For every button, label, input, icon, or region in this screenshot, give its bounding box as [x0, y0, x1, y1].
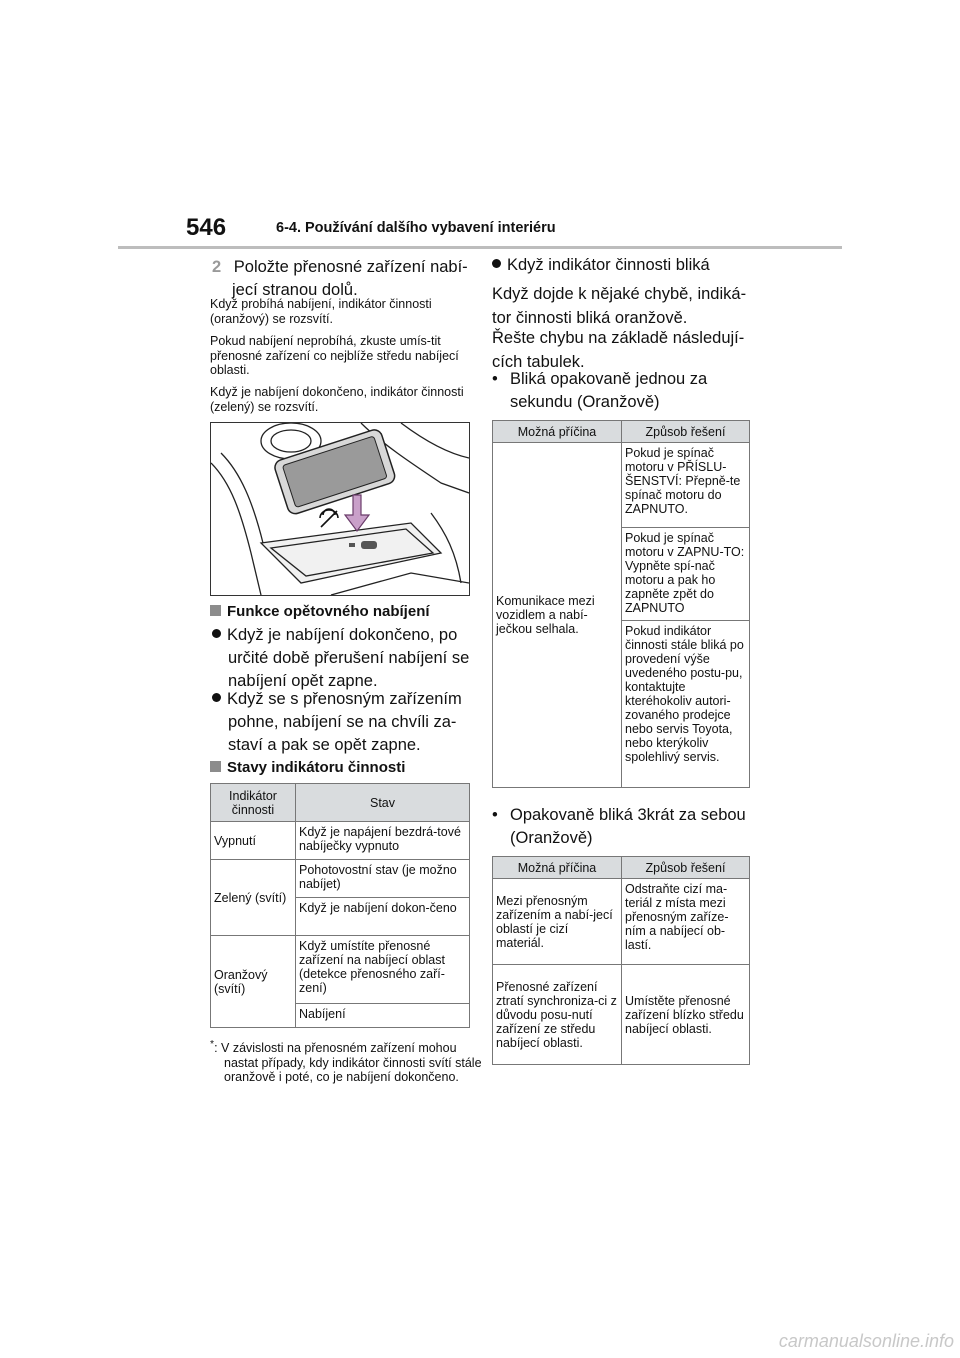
- table-row: [493, 443, 750, 528]
- table-row: [211, 822, 470, 860]
- table-cell: Pokud indikátor činnosti stále bliká po provedení výše uvedeného postu-pu, kontaktujte kteréhokoliv autori-zovaného prodejce nebo servis Toyota, nebo kterýkoliv spolehlivý servis.: [622, 621, 750, 788]
- square-bullet-icon: [210, 761, 221, 772]
- table-header: Způsob řešení: [622, 421, 750, 443]
- para-error: Když dojde k nějaké chybě, indiká-tor činnosti bliká oranžově.: [492, 285, 747, 327]
- table-header: Indikátor činnosti: [211, 784, 296, 822]
- page-number: 546: [186, 214, 227, 241]
- watermark: carmanualsonline.info: [778, 1331, 954, 1351]
- table-cell: Přenosné zařízení ztratí synchroniza-ci z důvodu posu-nutí zařízení ze středu nabíjecí oblasti.: [493, 965, 622, 1065]
- para-charging: Když probíhá nabíjení, indikátor činnosti (oranžový) se rozsvítí.: [210, 297, 432, 326]
- table-cell: Když je napájení bezdrá-tové nabíječky vypnuto: [296, 822, 470, 860]
- table-cell: Odstraňte cizí ma-teriál z místa mezi přenosným zaříze-ním a nabíjecí ob-lastí.: [622, 879, 750, 965]
- table-header: Možná příčina: [493, 421, 622, 443]
- para-not-charging: Pokud nabíjení neprobíhá, zkuste umís-tit přenosné zařízení co nejblíže středu nabíjecí oblasti.: [210, 334, 459, 377]
- bullet-dot-icon: [212, 693, 221, 702]
- table-row: [493, 879, 750, 965]
- footnote: *: V závislosti na přenosném zařízení mohou nastat případy, kdy indikátor činnosti svítí stále oranžově i poté, co je nabíjení dokončeno.: [210, 1039, 482, 1085]
- table-header: Možná příčina: [493, 857, 622, 879]
- table-cell: Pokud je spínač motoru v PŘÍSLU-ŠENSTVÍ: Přepně-te spínač motoru do ZAPNUTO.: [622, 443, 750, 528]
- table-cell: Pohotovostní stav (je možno nabíjet): [296, 860, 470, 898]
- table-blink-three: [492, 856, 750, 1065]
- heading-recharge: Funkce opětovného nabíjení: [210, 603, 430, 620]
- table-cell: Když umístíte přenosné zařízení na nabíjecí oblast (detekce přenosného zaří-zení): [296, 936, 470, 1004]
- section-title: 6-4. Používání dalšího vybavení interiéru: [276, 220, 556, 236]
- indicator-states-table: [210, 783, 470, 1028]
- bullet-recharge-1: Když je nabíjení dokončeno, po určité době přerušení nabíjení se nabíjení opět zapne.: [212, 624, 474, 693]
- sub-blink-three: • Opakovaně bliká 3krát za sebou (Oranžově): [492, 806, 746, 847]
- step-number: 2: [212, 258, 222, 276]
- table-header: Stav: [296, 784, 470, 822]
- table-cell: Umístěte přenosné zařízení blízko středu nabíjecí oblasti.: [622, 965, 750, 1065]
- phone-on-charger-icon: [211, 423, 469, 595]
- table-cell: Zelený (svítí): [211, 860, 296, 936]
- step-2: [212, 256, 472, 302]
- sub-blink-once: • Bliká opakovaně jednou za sekundu (Oranžově): [492, 370, 708, 411]
- table-row: [211, 936, 470, 1004]
- heading-indicator-states: Stavy indikátoru činnosti: [210, 759, 405, 776]
- heading-blinking: Když indikátor činnosti bliká: [492, 254, 752, 277]
- header-rule: [118, 246, 842, 249]
- table-cell: Vypnutí: [211, 822, 296, 860]
- table-cell: Když je nabíjení dokon-čeno: [296, 898, 470, 936]
- table-cell: Oranžový (svítí): [211, 936, 296, 1028]
- table-row: [493, 965, 750, 1065]
- table-header: Způsob řešení: [622, 857, 750, 879]
- bullet-small-dot-icon: •: [492, 806, 498, 824]
- step-text-line1: Položte přenosné zařízení nabí-: [233, 258, 468, 276]
- square-bullet-icon: [210, 605, 221, 616]
- para-complete: Když je nabíjení dokončeno, indikátor činnosti (zelený) se rozsvítí.: [210, 385, 464, 414]
- bullet-dot-icon: [212, 629, 221, 638]
- table-cell: Komunikace mezi vozidlem a nabí-ječkou selhala.: [493, 443, 622, 788]
- charger-illustration: [210, 422, 470, 596]
- table-blink-once: [492, 420, 750, 788]
- bullet-dot-icon: [492, 259, 501, 268]
- bullet-small-dot-icon: •: [492, 370, 498, 388]
- table-cell: Pokud je spínač motoru v ZAPNU-TO: Vypněte spí-nač motoru a pak ho zapněte zpět do ZAPNUTO: [622, 528, 750, 621]
- bullet-recharge-2: Když se s přenosným zařízením pohne, nabíjení se na chvíli za-staví a pak se opět zapne.: [212, 688, 474, 757]
- table-row: [211, 860, 470, 898]
- step-text-line2: jecí stranou dolů.: [232, 281, 358, 299]
- para-solve: Řešte chybu na základě následují-cích tabulek.: [492, 329, 745, 371]
- table-cell: Nabíjení: [296, 1004, 470, 1028]
- table-cell: Mezi přenosným zařízením a nabí-jecí oblastí je cizí materiál.: [493, 879, 622, 965]
- footnote-mark: *: [210, 1039, 215, 1050]
